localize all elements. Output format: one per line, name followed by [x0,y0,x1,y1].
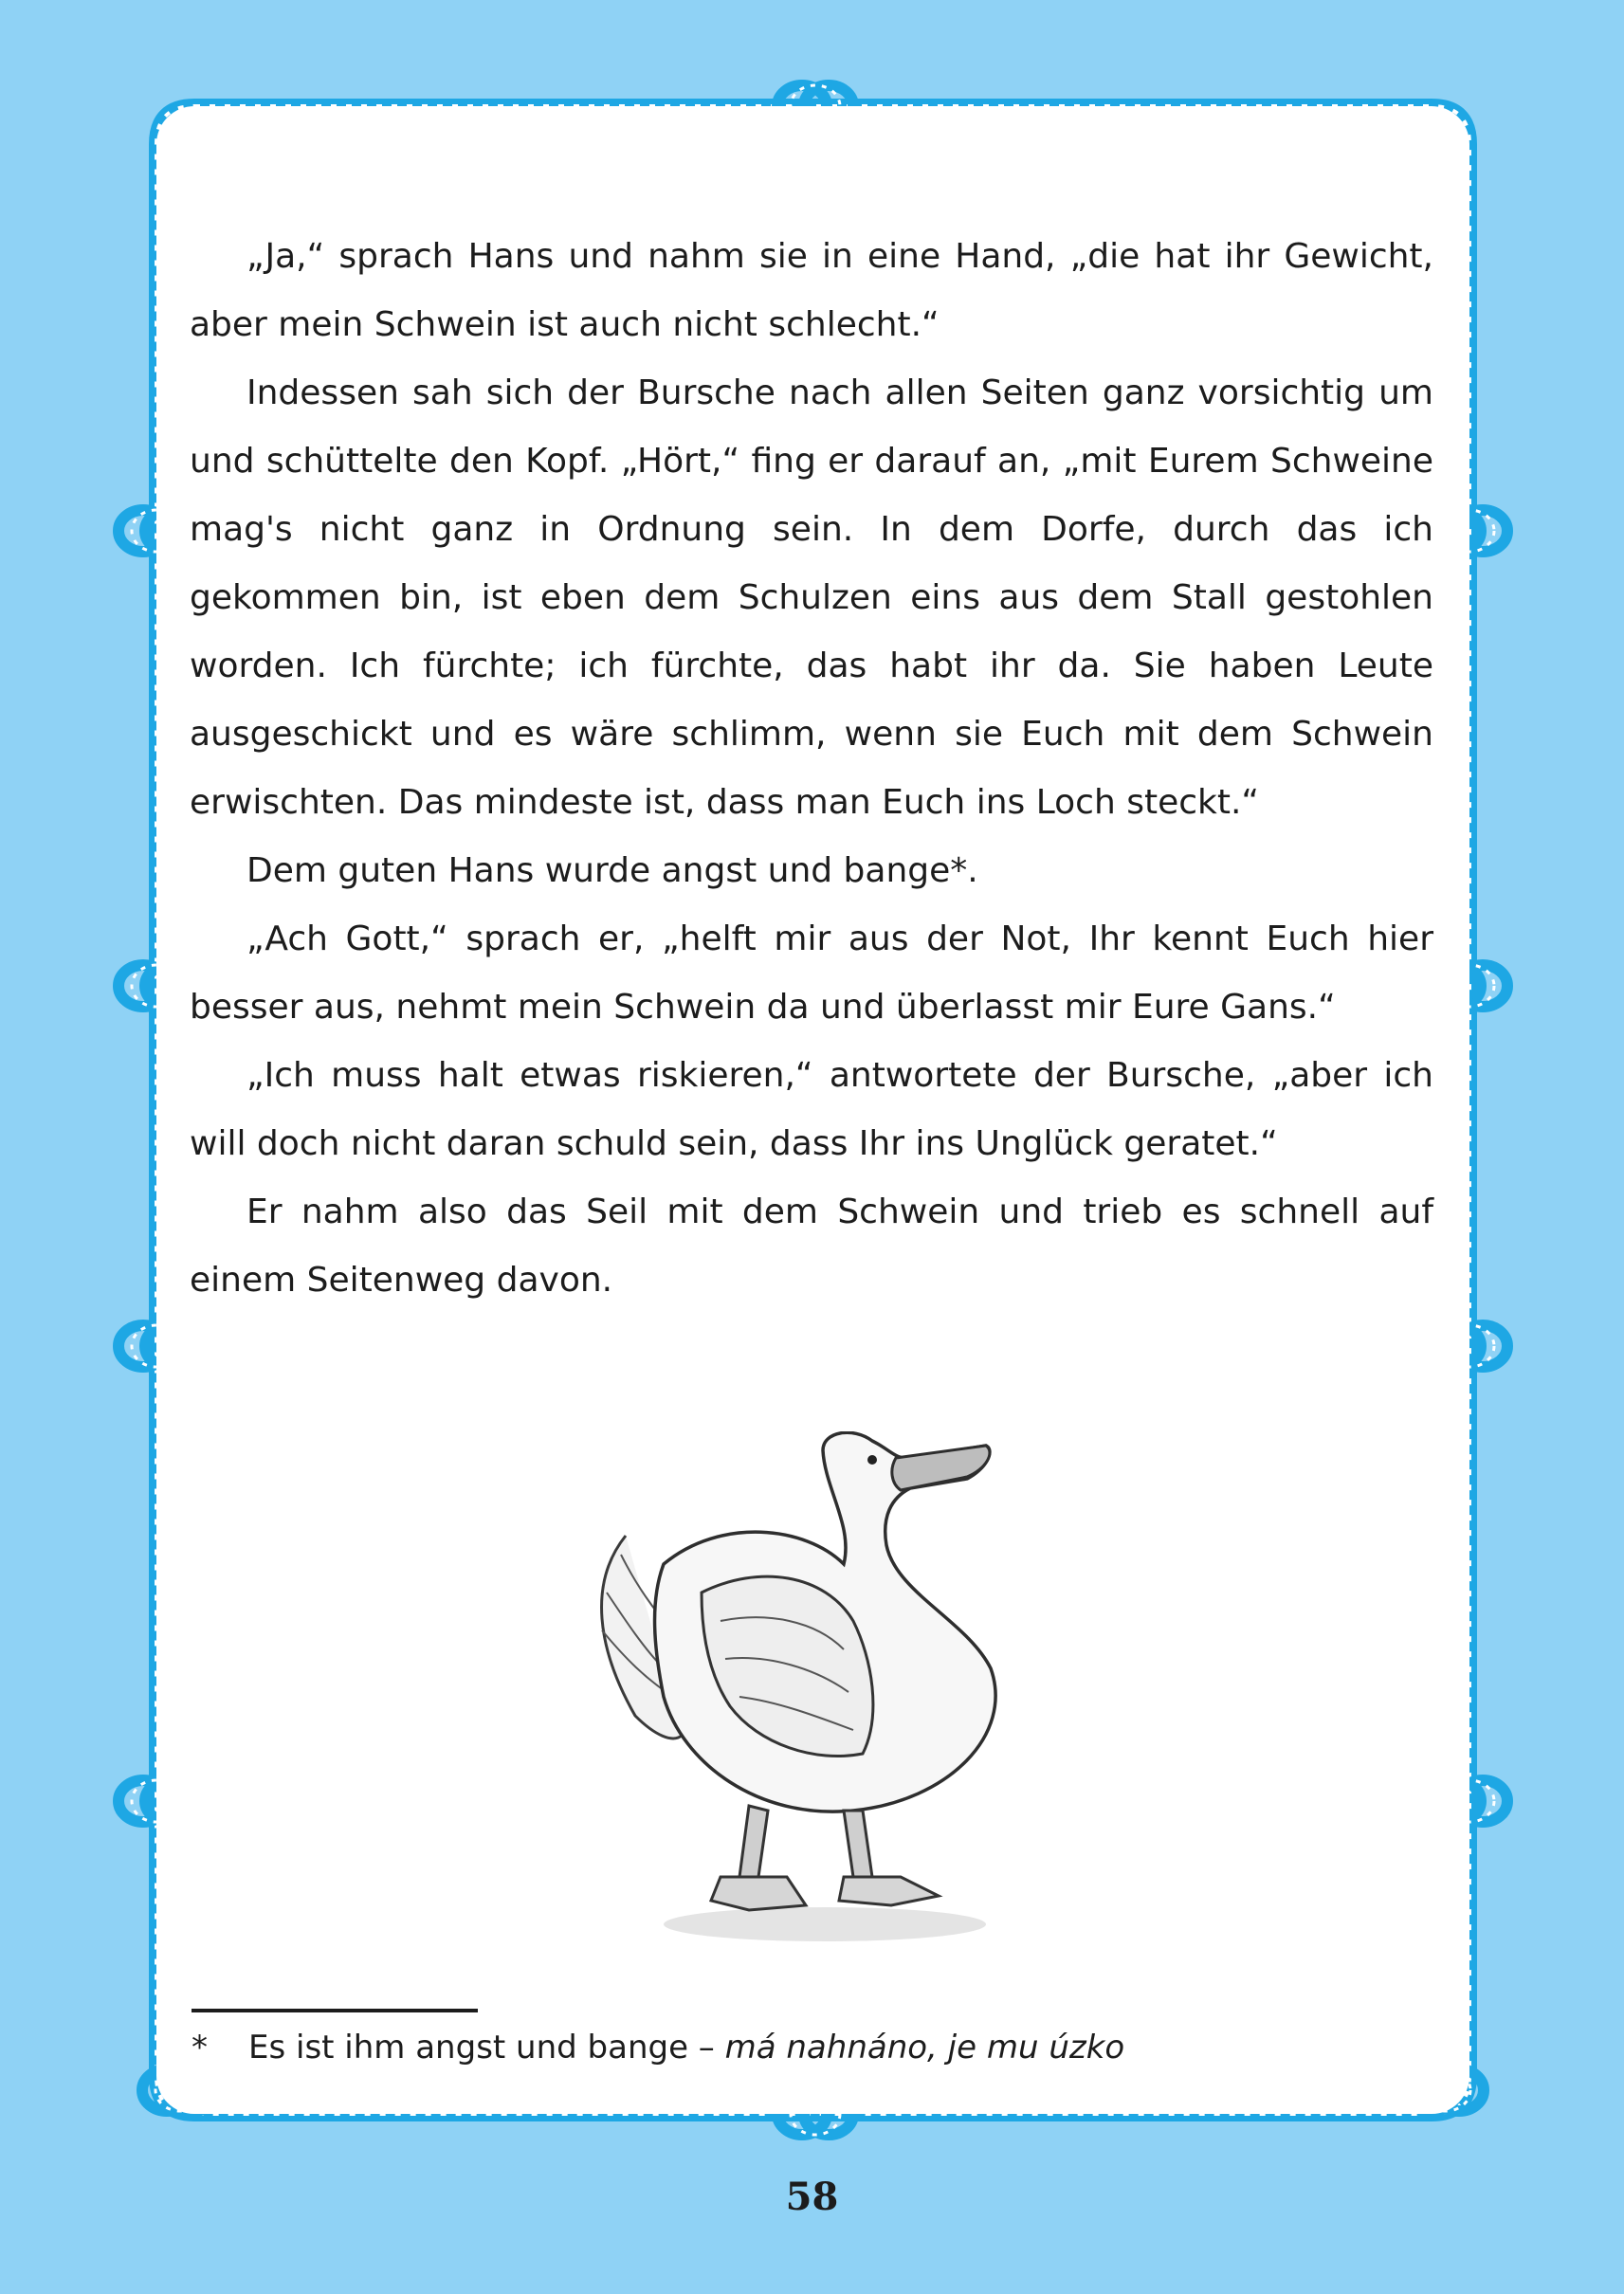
footnote-text: Es ist ihm angst und bange – [248,2029,715,2066]
paragraph: Indessen sah sich der Bursche nach allen Seiten ganz vorsichtig um und schüttelte den Kopf. „Hört,“ fing er darauf an, „mit Eurem Schweine mag's nicht ganz in Ordnung sein. In dem Dorfe, durch das ich gekommen bin, ist eben dem Schulzen eins aus dem Stall gestohlen worden. Ich fürchte; ich fürchte, das habt ihr da. Sie haben Leute ausgeschickt und es wäre schlimm, wenn sie Euch mit dem Schwein erwischten. Das mindeste ist, dass man Euch ins Loch steckt.“ [190,373,1433,822]
paragraph: „Ich muss halt etwas riskieren,“ antwortete der Bursche, „aber ich will doch nicht daran schuld sein, dass Ihr ins Unglück geratet.“ [190,1056,1433,1163]
paragraph: „Ja,“ sprach Hans und nahm sie in eine Hand, „die hat ihr Gewicht, aber mein Schwein ist auch nicht schlecht.“ [190,237,1433,344]
footnote-mark: * [192,2029,208,2066]
footnote-divider [192,2009,478,2012]
story-text [190,223,1433,1315]
paragraph: Er nahm also das Seil mit dem Schwein und trieb es schnell auf einem Seitenweg davon. [190,1193,1433,1300]
paragraph: Dem guten Hans wurde angst und bange*. [246,851,978,890]
footnote [192,2025,1124,2070]
page-number: 58 [785,2175,839,2219]
footnote-translation: má nahnáno, je mu úzko [724,2029,1125,2066]
goose-drawing-icon [569,1431,1081,1953]
paragraph: „Ach Gott,“ sprach er, „helft mir aus der Not, Ihr kennt Euch hier besser aus, nehmt mein Schwein da und überlasst mir Eure Gans.“ [190,919,1433,1027]
